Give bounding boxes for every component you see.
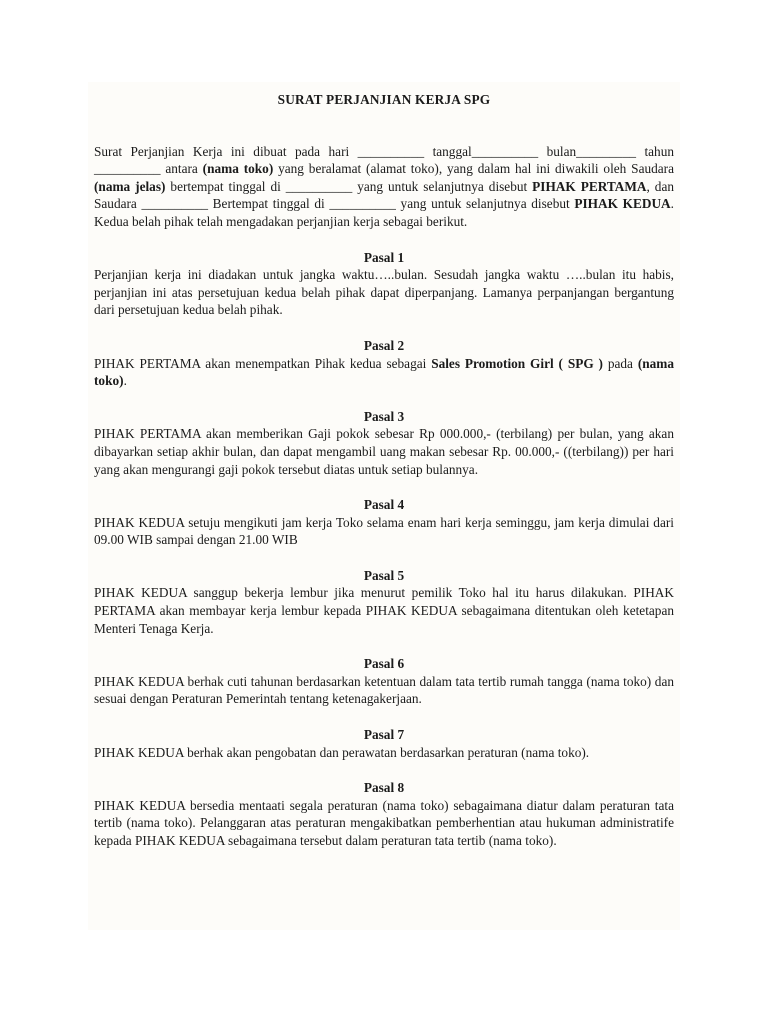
pasal-5-text: PIHAK KEDUA sanggup bekerja lembur jika menurut pemilik Toko hal itu harus dilakukan. PIHAK PERTAMA akan membayar kerja lembur kepada PIHAK KEDUA sebagaimana ditentukan oleh ketetapan Menteri Tenaga Kerja.	[94, 585, 674, 636]
pasal-3-heading: Pasal 3	[363, 408, 405, 424]
pasal-2-text-part: pada	[602, 355, 638, 371]
pasal-4-heading: Pasal 4	[363, 497, 405, 513]
pasal-8-text: PIHAK KEDUA bersedia mentaati segala peraturan (nama toko) sebagaimana diatur dalam peraturan tata tertib (nama toko). Pelanggaran atas peraturan mengakibatkan pemberhentian atau hukuman administratife kepada PIHAK KEDUA sebagaimana tersebut dalam peraturan tata tertib (nama toko).	[94, 797, 674, 848]
document-page	[88, 82, 680, 930]
pasal-1-text: Perjanjian kerja ini diadakan untuk jangka waktu…..bulan. Sesudah jangka waktu …..bulan itu habis, perjanjian ini atas persetujuan kedua belah pihak dapat diperpanjang. Lamanya perpanjangan bergantung dari persetujuan kedua belah pihak.	[94, 267, 674, 318]
pasal-1-heading: Pasal 1	[363, 249, 405, 265]
intro-bold-second-party: PIHAK KEDUA	[574, 196, 671, 212]
intro-text: yang beralamat (alamat toko), yang dalam hal ini diwakili oleh Saudara	[273, 161, 674, 177]
intro-text: . Kedua belah pihak telah mengadakan perjanjian kerja sebagai berikut.	[94, 196, 674, 229]
pasal-2-bold-store: (nama toko)	[94, 355, 675, 389]
pasal-2-text	[94, 355, 674, 390]
pasal-7-heading: Pasal 7	[363, 727, 405, 743]
pasal-2-text-part: PIHAK PERTAMA akan menempatkan Pihak kedua sebagai	[94, 355, 432, 371]
pasal-8-heading: Pasal 8	[363, 780, 405, 796]
document-content	[94, 82, 674, 850]
intro-text: bertempat tinggal di __________ yang untuk selanjutnya disebut	[165, 178, 533, 194]
pasal-2-text-part: .	[123, 373, 127, 389]
intro-bold-first-party: PIHAK PERTAMA	[532, 178, 647, 194]
intro-text: Surat Perjanjian Kerja ini dibuat pada hari __________ tanggal__________ bulan_________ tahun __________ antara	[94, 143, 674, 177]
intro-bold-store-name: (nama toko)	[202, 161, 274, 177]
pasal-2-heading: Pasal 2	[363, 337, 405, 353]
pasal-5-heading: Pasal 5	[363, 567, 405, 583]
pasal-7-text: PIHAK KEDUA berhak akan pengobatan dan perawatan berdasarkan peraturan (nama toko).	[94, 744, 590, 760]
pasal-4-text: PIHAK KEDUA setuju mengikuti jam kerja Toko selama enam hari kerja seminggu, jam kerja dimulai dari 09.00 WIB sampai dengan 21.00 WIB	[94, 514, 674, 548]
intro-paragraph	[94, 143, 674, 231]
intro-text: , dan Saudara __________ Bertempat tinggal di __________ yang untuk selanjutnya disebut	[94, 178, 674, 212]
pasal-6-text: PIHAK KEDUA berhak cuti tahunan berdasarkan ketentuan dalam tata tertib rumah tangga (nama toko) dan sesuai dengan Peraturan Pemerintah tentang ketenagakerjaan.	[94, 673, 674, 707]
pasal-2-bold-role: Sales Promotion Girl ( SPG )	[431, 355, 603, 371]
pasal-6-heading: Pasal 6	[363, 656, 405, 672]
document-title: SURAT PERJANJIAN KERJA SPG	[277, 92, 491, 107]
pasal-3-text: PIHAK PERTAMA akan memberikan Gaji pokok sebesar Rp 000.000,- (terbilang) per bulan, yang akan dibayarkan setiap akhir bulan, dan dapat mengambil uang makan sebesar Rp. 00.000,- ((terbilang)) per hari yang akan mengurangi gaji pokok tersebut diatas untuk setiap bulannya.	[94, 426, 674, 477]
intro-bold-full-name: (nama jelas)	[94, 178, 166, 194]
